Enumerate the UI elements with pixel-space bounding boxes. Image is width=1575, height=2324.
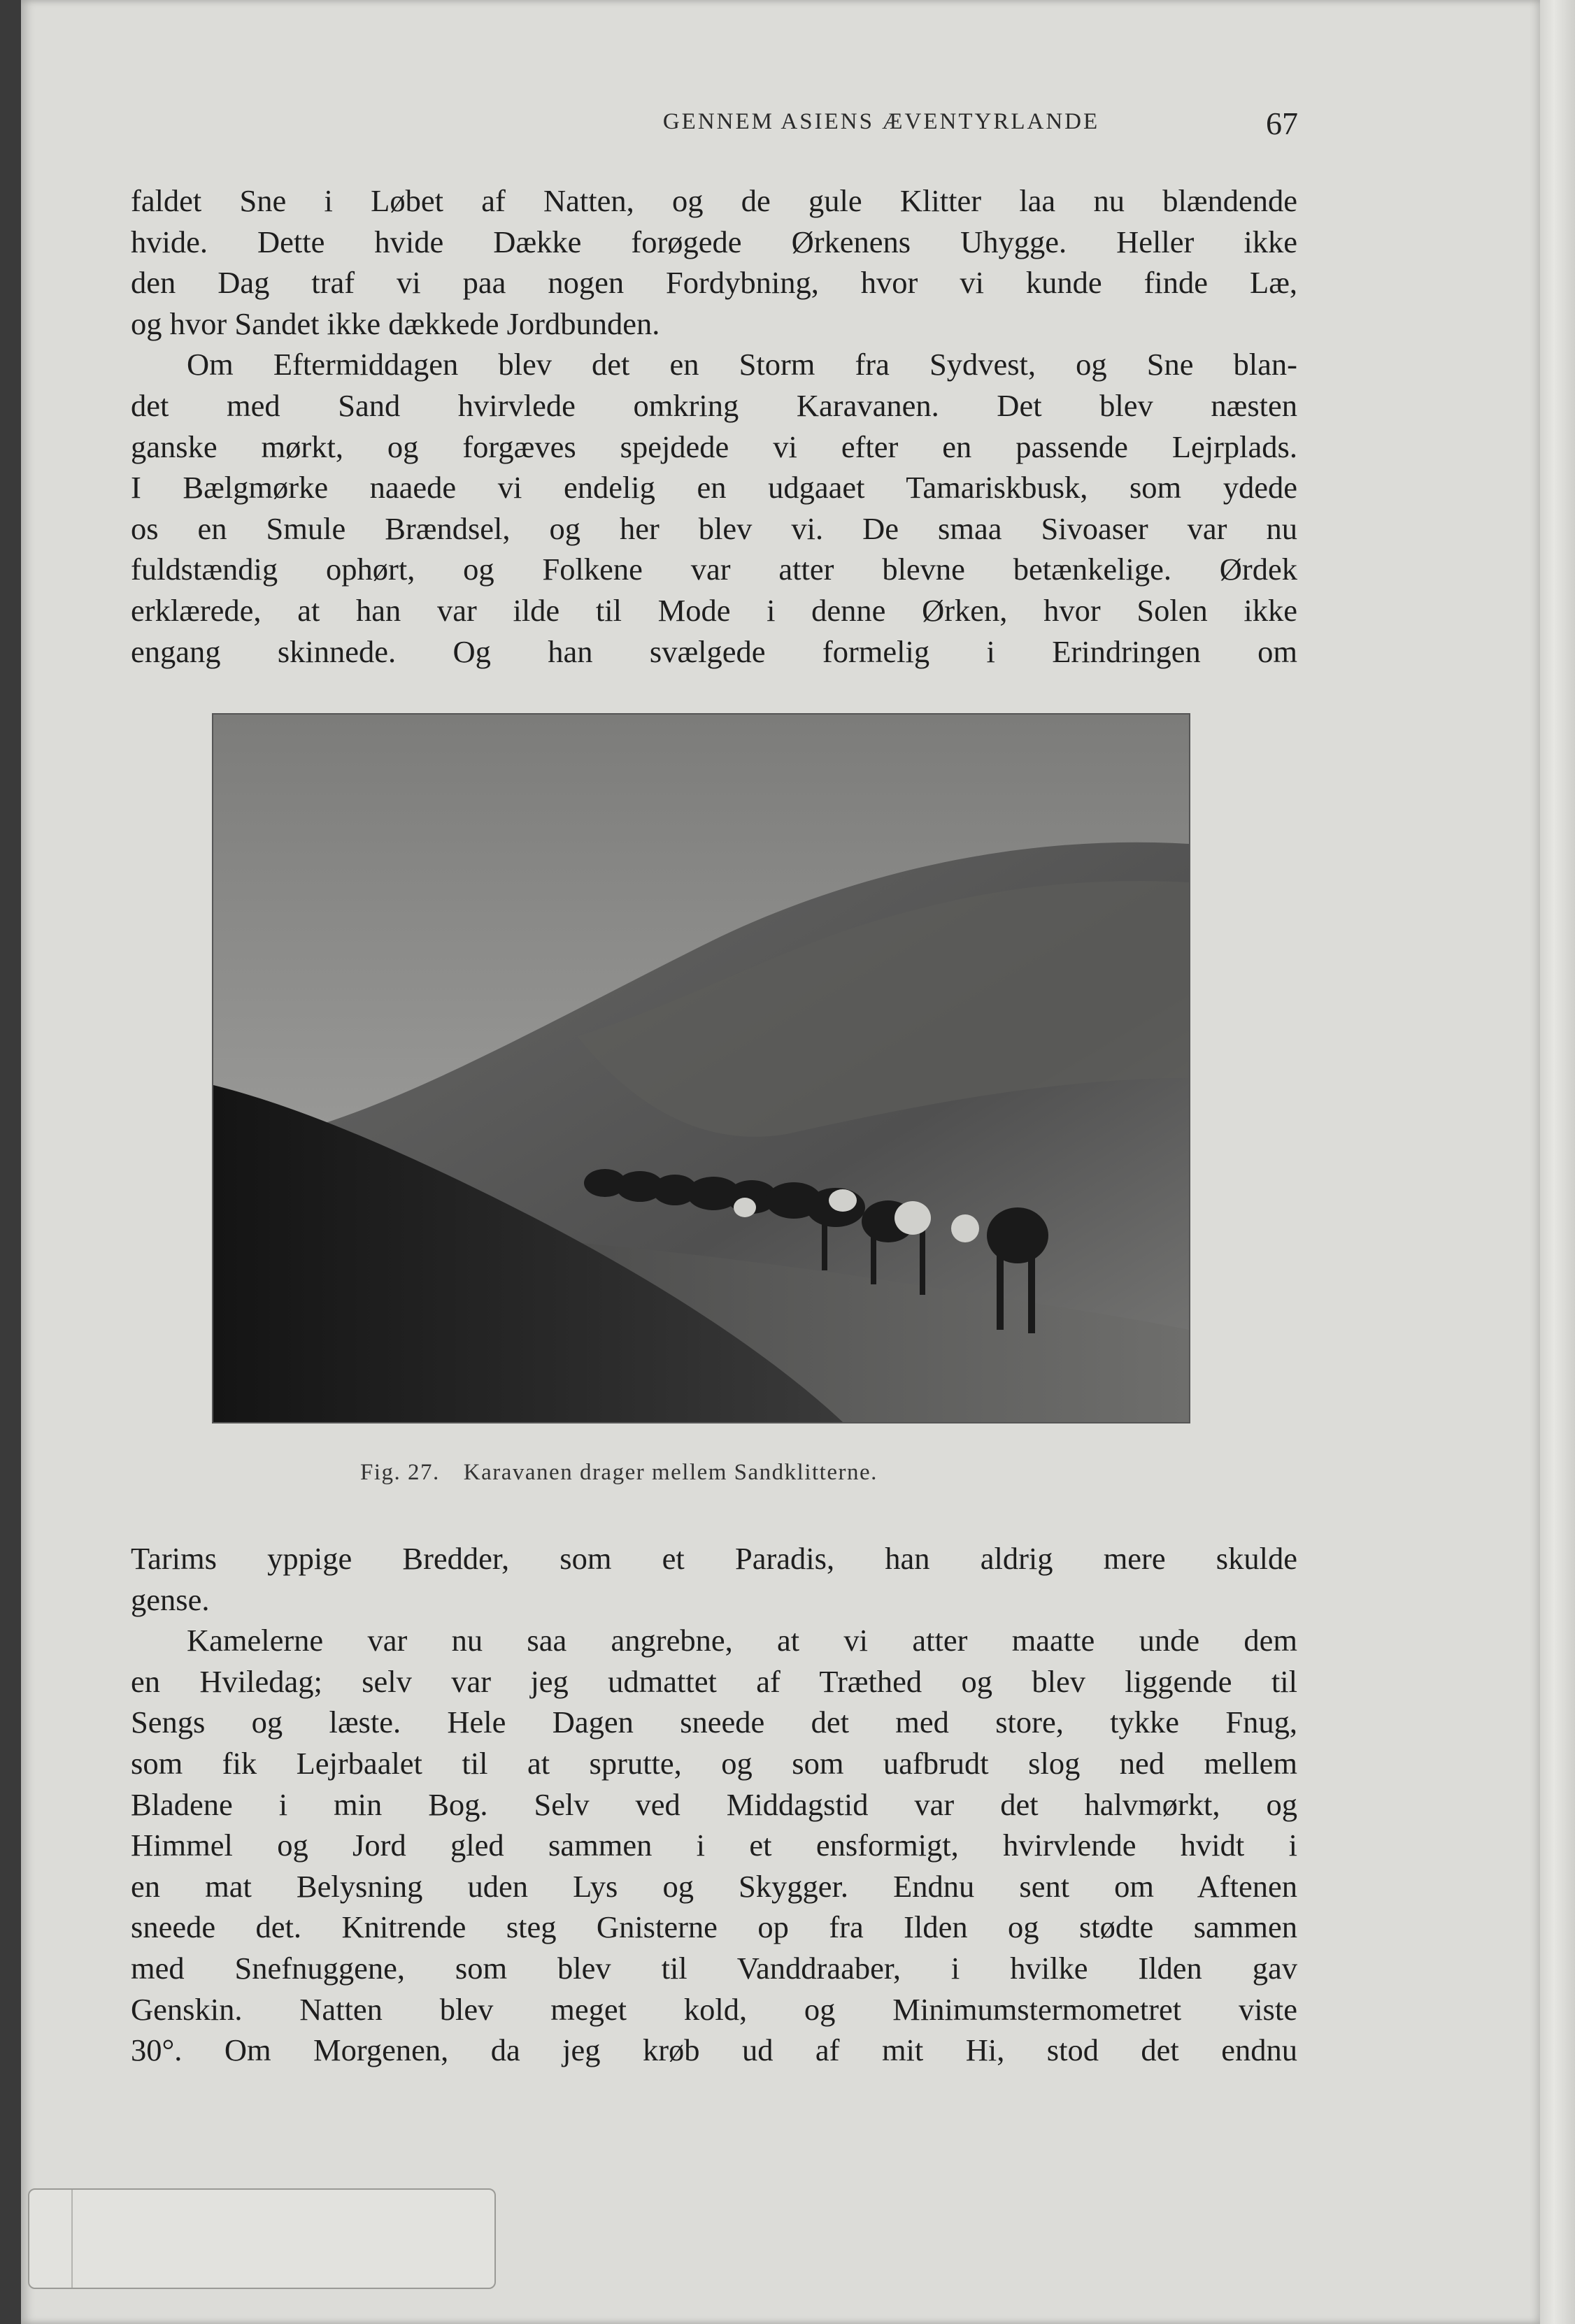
text-line: faldet Sne i Løbet af Natten, og de gule Klitter laa nu blændende	[131, 183, 1297, 218]
figure-number: Fig. 27.	[360, 1460, 440, 1485]
text-line: gense.	[131, 1581, 210, 1617]
page-edge	[1540, 0, 1575, 2324]
figure-caption	[360, 1460, 1479, 1486]
text-line: os en Smule Brændsel, og her blev vi. De smaa Sivoaser var nu	[131, 510, 1297, 546]
library-label-sticker	[28, 2188, 496, 2289]
text-line: I Bælgmørke naaede vi endelig en udgaaet Tamariskbusk, som ydede	[131, 470, 1297, 505]
text-line: en Hviledag; selv var jeg udmattet af Træthed og blev liggende til	[131, 1663, 1297, 1699]
figure-caption-text: Karavanen drager mellem Sandklitterne.	[463, 1460, 878, 1485]
text-line: fuldstændig ophørt, og Folkene var atter blevne betænkelige. Ørdek	[131, 552, 1297, 587]
text-line: og hvor Sandet ikke dækkede Jordbunden.	[131, 306, 660, 341]
figure-photo-caravan	[213, 715, 1189, 1422]
text-line: Genskin. Natten blev meget kold, og Minimumstermometret viste	[131, 1991, 1297, 2027]
text-block-bottom	[131, 1538, 1297, 2071]
running-title: GENNEM ASIENS ÆVENTYRLANDE	[662, 109, 1100, 134]
text-line: Himmel og Jord gled sammen i et ensformigt, hvirvlende hvidt i	[131, 1828, 1297, 1863]
text-line: hvide. Dette hvide Dække forøgede Ørkenens Uhygge. Heller ikke	[131, 224, 1297, 259]
text-line: Sengs og læste. Hele Dagen sneede det med store, tykke Fnug,	[131, 1705, 1297, 1740]
text-line: sneede det. Knitrende steg Gnisterne op fra Ilden og stødte sammen	[131, 1909, 1297, 1945]
text-line: Om Eftermiddagen blev det en Storm fra Sydvest, og Sne blan-	[187, 347, 1297, 382]
text-line: ganske mørkt, og forgæves spejdede vi efter en passende Lejrplads.	[131, 429, 1297, 464]
caravan-photo-illustration	[213, 715, 1189, 1422]
page-number: 67	[1266, 106, 1298, 141]
text-block-top	[131, 180, 1297, 672]
label-divider	[71, 2190, 73, 2288]
text-line: Bladene i min Bog. Selv ved Middagstid var det halvmørkt, og	[131, 1786, 1297, 1822]
text-line: den Dag traf vi paa nogen Fordybning, hvor vi kunde finde Læ,	[131, 265, 1297, 301]
text-line: engang skinnede. Og han svælgede formelig i Erindringen om	[131, 633, 1297, 669]
text-line: erklærede, at han var ilde til Mode i denne Ørken, hvor Solen ikke	[131, 592, 1297, 628]
text-line: en mat Belysning uden Lys og Skygger. Endnu sent om Aftenen	[131, 1868, 1297, 1904]
text-line: det med Sand hvirvlede omkring Karavanen. Det blev næsten	[131, 387, 1297, 423]
text-line: som fik Lejrbaalet til at sprutte, og som uafbrudt slog ned mellem	[131, 1745, 1297, 1781]
text-line: Tarims yppige Bredder, som et Paradis, han aldrig mere skulde	[131, 1541, 1297, 1576]
text-line: 30°. Om Morgenen, da jeg krøb ud af mit Hi, stod det endnu	[131, 2032, 1297, 2068]
text-line: med Snefnuggene, som blev til Vanddraaber, i hvilke Ilden gav	[131, 1950, 1297, 1986]
text-line: Kamelerne var nu saa angrebne, at vi atter maatte unde dem	[187, 1623, 1297, 1658]
